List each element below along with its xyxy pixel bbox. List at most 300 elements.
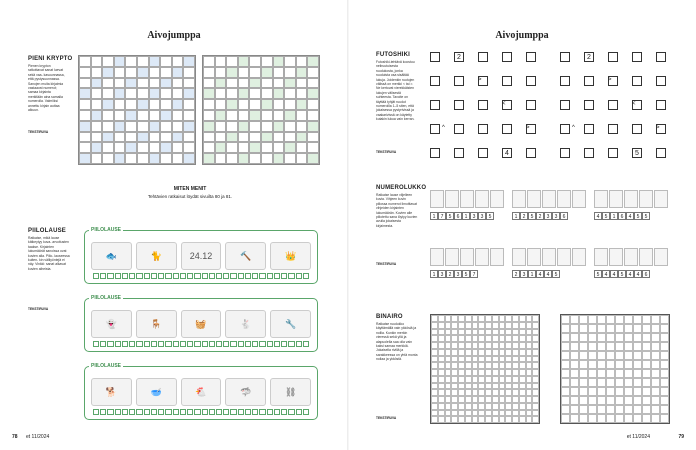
answer-cell[interactable] <box>93 273 99 279</box>
krypto-cell[interactable] <box>79 78 91 89</box>
futoshiki-cell[interactable] <box>632 76 642 86</box>
binairo-cell[interactable] <box>465 362 472 369</box>
binairo-cell[interactable] <box>445 403 452 410</box>
binairo-cell[interactable] <box>588 324 597 333</box>
binairo-cell[interactable] <box>624 387 633 396</box>
answer-cell[interactable] <box>202 409 208 415</box>
krypto-cell[interactable] <box>215 99 227 110</box>
binairo-cell[interactable] <box>606 378 615 387</box>
binairo-cell[interactable] <box>615 405 624 414</box>
binairo-cell[interactable] <box>431 403 438 410</box>
answer-cell[interactable] <box>165 341 171 347</box>
krypto-cell[interactable] <box>102 78 114 89</box>
binairo-cell[interactable] <box>485 389 492 396</box>
answer-cell[interactable] <box>129 409 135 415</box>
krypto-cell[interactable] <box>296 110 308 121</box>
binairo-cell[interactable] <box>505 315 512 322</box>
answer-cell[interactable] <box>216 409 222 415</box>
krypto-cell[interactable] <box>91 110 103 121</box>
binairo-cell[interactable] <box>579 315 588 324</box>
binairo-cell[interactable] <box>532 362 539 369</box>
binairo-cell[interactable] <box>519 416 526 423</box>
binairo-cell[interactable] <box>478 403 485 410</box>
binairo-cell[interactable] <box>485 349 492 356</box>
binairo-cell[interactable] <box>492 335 499 342</box>
binairo-cell[interactable] <box>624 315 633 324</box>
krypto-cell[interactable] <box>125 88 137 99</box>
binairo-cell[interactable] <box>445 322 452 329</box>
binairo-cell[interactable] <box>633 351 642 360</box>
binairo-cell[interactable] <box>458 389 465 396</box>
krypto-cell[interactable] <box>238 110 250 121</box>
binairo-cell[interactable] <box>478 389 485 396</box>
krypto-cell[interactable] <box>172 56 184 67</box>
krypto-cell[interactable] <box>284 110 296 121</box>
krypto-cell[interactable] <box>249 88 261 99</box>
binairo-cell[interactable] <box>505 335 512 342</box>
binairo-cell[interactable] <box>651 315 660 324</box>
binairo-cell[interactable] <box>458 396 465 403</box>
binairo-cell[interactable] <box>642 360 651 369</box>
binairo-cell[interactable] <box>615 387 624 396</box>
binairo-cell[interactable] <box>597 360 606 369</box>
binairo-cell[interactable] <box>492 403 499 410</box>
binairo-cell[interactable] <box>492 389 499 396</box>
answer-cell[interactable] <box>144 409 150 415</box>
binairo-cell[interactable] <box>588 360 597 369</box>
binairo-cell[interactable] <box>485 376 492 383</box>
krypto-grid-right[interactable] <box>202 55 320 165</box>
answer-cell[interactable] <box>158 341 164 347</box>
krypto-cell[interactable] <box>307 110 319 121</box>
binairo-cell[interactable] <box>570 351 579 360</box>
binairo-cell[interactable] <box>438 322 445 329</box>
answer-cell[interactable] <box>274 409 280 415</box>
binairo-cell[interactable] <box>438 403 445 410</box>
binairo-cell[interactable] <box>588 378 597 387</box>
answer-cell[interactable] <box>267 273 273 279</box>
krypto-cell[interactable] <box>203 99 215 110</box>
binairo-cell[interactable] <box>492 376 499 383</box>
binairo-cell[interactable] <box>505 342 512 349</box>
krypto-cell[interactable] <box>296 99 308 110</box>
futoshiki-cell[interactable] <box>502 76 512 86</box>
binairo-cell[interactable] <box>458 369 465 376</box>
futoshiki-cell[interactable] <box>608 148 618 158</box>
futoshiki-cell[interactable] <box>430 148 440 158</box>
krypto-cell[interactable] <box>249 132 261 143</box>
binairo-cell[interactable] <box>472 369 479 376</box>
krypto-grid-left[interactable] <box>78 55 196 165</box>
binairo-cell[interactable] <box>615 360 624 369</box>
krypto-cell[interactable] <box>137 67 149 78</box>
binairo-cell[interactable] <box>588 315 597 324</box>
krypto-cell[interactable] <box>91 88 103 99</box>
binairo-cell[interactable] <box>451 322 458 329</box>
binairo-cell[interactable] <box>633 396 642 405</box>
binairo-cell[interactable] <box>451 335 458 342</box>
krypto-cell[interactable] <box>215 56 227 67</box>
answer-cell[interactable] <box>238 341 244 347</box>
binairo-cell[interactable] <box>519 369 526 376</box>
binairo-cell[interactable] <box>445 410 452 417</box>
binairo-cell[interactable] <box>606 360 615 369</box>
binairo-cell[interactable] <box>597 324 606 333</box>
binairo-cell[interactable] <box>445 389 452 396</box>
answer-cell[interactable] <box>209 341 215 347</box>
binairo-cell[interactable] <box>579 342 588 351</box>
binairo-cell[interactable] <box>431 315 438 322</box>
answer-cell[interactable] <box>223 409 229 415</box>
binairo-cell[interactable] <box>624 324 633 333</box>
binairo-cell[interactable] <box>485 335 492 342</box>
krypto-cell[interactable] <box>183 142 195 153</box>
binairo-cell[interactable] <box>532 356 539 363</box>
futoshiki-grid-right[interactable] <box>560 52 670 162</box>
krypto-cell[interactable] <box>249 121 261 132</box>
krypto-cell[interactable] <box>114 78 126 89</box>
binairo-cell[interactable] <box>472 403 479 410</box>
krypto-cell[interactable] <box>261 110 273 121</box>
binairo-cell[interactable] <box>561 360 570 369</box>
binairo-cell[interactable] <box>651 387 660 396</box>
binairo-cell[interactable] <box>642 378 651 387</box>
binairo-cell[interactable] <box>505 396 512 403</box>
binairo-cell[interactable] <box>532 396 539 403</box>
binairo-cell[interactable] <box>431 362 438 369</box>
binairo-cell[interactable] <box>445 369 452 376</box>
binairo-cell[interactable] <box>512 403 519 410</box>
krypto-cell[interactable] <box>284 56 296 67</box>
binairo-cell[interactable] <box>431 349 438 356</box>
answer-cell[interactable] <box>303 341 309 347</box>
binairo-cell[interactable] <box>438 335 445 342</box>
binairo-cell[interactable] <box>431 410 438 417</box>
krypto-cell[interactable] <box>114 56 126 67</box>
binairo-cell[interactable] <box>519 403 526 410</box>
binairo-cell[interactable] <box>624 333 633 342</box>
binairo-cell[interactable] <box>478 315 485 322</box>
krypto-cell[interactable] <box>296 56 308 67</box>
krypto-cell[interactable] <box>226 99 238 110</box>
answer-cell[interactable] <box>115 341 121 347</box>
krypto-cell[interactable] <box>284 153 296 164</box>
krypto-cell[interactable] <box>273 99 285 110</box>
krypto-cell[interactable] <box>284 142 296 153</box>
binairo-cell[interactable] <box>651 378 660 387</box>
krypto-cell[interactable] <box>91 78 103 89</box>
binairo-cell[interactable] <box>512 356 519 363</box>
binairo-cell[interactable] <box>505 369 512 376</box>
binairo-cell[interactable] <box>512 396 519 403</box>
krypto-cell[interactable] <box>114 142 126 153</box>
binairo-cell[interactable] <box>438 342 445 349</box>
krypto-cell[interactable] <box>296 121 308 132</box>
futoshiki-cell[interactable] <box>632 124 642 134</box>
krypto-cell[interactable] <box>203 67 215 78</box>
binairo-cell[interactable] <box>519 362 526 369</box>
krypto-cell[interactable] <box>91 67 103 78</box>
krypto-cell[interactable] <box>183 99 195 110</box>
binairo-cell[interactable] <box>478 416 485 423</box>
krypto-cell[interactable] <box>215 142 227 153</box>
futoshiki-cell[interactable] <box>454 76 464 86</box>
answer-cell[interactable] <box>165 409 171 415</box>
answer-cells[interactable] <box>93 273 309 279</box>
binairo-cell[interactable] <box>485 362 492 369</box>
krypto-cell[interactable] <box>172 99 184 110</box>
binairo-cell[interactable] <box>579 369 588 378</box>
answer-cell[interactable] <box>259 341 265 347</box>
krypto-cell[interactable] <box>125 56 137 67</box>
krypto-cell[interactable] <box>125 153 137 164</box>
binairo-cell[interactable] <box>458 342 465 349</box>
binairo-cell[interactable] <box>561 414 570 423</box>
binairo-cell[interactable] <box>431 322 438 329</box>
binairo-cell[interactable] <box>472 416 479 423</box>
krypto-cell[interactable] <box>79 121 91 132</box>
binairo-cell[interactable] <box>485 342 492 349</box>
krypto-cell[interactable] <box>273 132 285 143</box>
binairo-cell[interactable] <box>438 349 445 356</box>
krypto-cell[interactable] <box>79 88 91 99</box>
krypto-cell[interactable] <box>203 88 215 99</box>
futoshiki-cell[interactable] <box>608 100 618 110</box>
krypto-cell[interactable] <box>172 78 184 89</box>
binairo-cell[interactable] <box>505 322 512 329</box>
binairo-cell[interactable] <box>512 322 519 329</box>
krypto-cell[interactable] <box>296 67 308 78</box>
binairo-cell[interactable] <box>570 387 579 396</box>
answer-cell[interactable] <box>259 409 265 415</box>
binairo-cell[interactable] <box>451 329 458 336</box>
binairo-cell[interactable] <box>606 342 615 351</box>
binairo-cell[interactable] <box>570 405 579 414</box>
binairo-cell[interactable] <box>431 416 438 423</box>
binairo-cell[interactable] <box>431 369 438 376</box>
krypto-cell[interactable] <box>226 88 238 99</box>
binairo-cell[interactable] <box>519 396 526 403</box>
binairo-cell[interactable] <box>451 403 458 410</box>
binairo-cell[interactable] <box>438 315 445 322</box>
binairo-cell[interactable] <box>492 383 499 390</box>
binairo-cell[interactable] <box>597 315 606 324</box>
binairo-cell[interactable] <box>465 342 472 349</box>
krypto-cell[interactable] <box>203 121 215 132</box>
krypto-cell[interactable] <box>137 153 149 164</box>
binairo-cell[interactable] <box>512 383 519 390</box>
binairo-cell[interactable] <box>478 383 485 390</box>
binairo-cell[interactable] <box>492 315 499 322</box>
futoshiki-cell[interactable]: 2 <box>454 52 464 62</box>
krypto-cell[interactable] <box>91 153 103 164</box>
krypto-cell[interactable] <box>261 121 273 132</box>
krypto-cell[interactable] <box>284 121 296 132</box>
binairo-cell[interactable] <box>478 349 485 356</box>
binairo-cell[interactable] <box>624 351 633 360</box>
krypto-cell[interactable] <box>102 67 114 78</box>
krypto-cell[interactable] <box>125 132 137 143</box>
binairo-cell[interactable] <box>642 369 651 378</box>
binairo-cell[interactable] <box>505 356 512 363</box>
binairo-cell[interactable] <box>532 329 539 336</box>
binairo-cell[interactable] <box>642 315 651 324</box>
krypto-cell[interactable] <box>284 99 296 110</box>
binairo-cell[interactable] <box>624 360 633 369</box>
binairo-cell[interactable] <box>478 410 485 417</box>
binairo-cell[interactable] <box>532 416 539 423</box>
futoshiki-cell[interactable] <box>526 148 536 158</box>
binairo-cell[interactable] <box>499 410 506 417</box>
binairo-cell[interactable] <box>519 410 526 417</box>
binairo-cell[interactable] <box>597 369 606 378</box>
answer-cell[interactable] <box>122 273 128 279</box>
binairo-cell[interactable] <box>606 414 615 423</box>
binairo-cell[interactable] <box>472 322 479 329</box>
binairo-cell[interactable] <box>451 383 458 390</box>
binairo-cell[interactable] <box>492 356 499 363</box>
answer-cell[interactable] <box>194 409 200 415</box>
krypto-cell[interactable] <box>273 88 285 99</box>
krypto-cell[interactable] <box>183 132 195 143</box>
krypto-cell[interactable] <box>149 99 161 110</box>
binairo-cell[interactable] <box>438 396 445 403</box>
binairo-cell[interactable] <box>633 360 642 369</box>
krypto-cell[interactable] <box>307 132 319 143</box>
futoshiki-cell[interactable] <box>454 124 464 134</box>
krypto-cell[interactable] <box>261 132 273 143</box>
binairo-cell[interactable] <box>451 416 458 423</box>
binairo-cell[interactable] <box>615 342 624 351</box>
binairo-cell[interactable] <box>472 389 479 396</box>
futoshiki-cell[interactable] <box>478 52 488 62</box>
krypto-cell[interactable] <box>160 88 172 99</box>
krypto-cell[interactable] <box>91 132 103 143</box>
answer-cell[interactable] <box>180 409 186 415</box>
binairo-cell[interactable] <box>505 389 512 396</box>
futoshiki-cell[interactable] <box>526 52 536 62</box>
binairo-cell[interactable] <box>499 329 506 336</box>
krypto-cell[interactable] <box>172 67 184 78</box>
binairo-cell[interactable] <box>492 349 499 356</box>
binairo-cell[interactable] <box>492 342 499 349</box>
binairo-cell[interactable] <box>445 383 452 390</box>
binairo-cell[interactable] <box>606 324 615 333</box>
binairo-cell[interactable] <box>492 416 499 423</box>
binairo-cell[interactable] <box>512 315 519 322</box>
futoshiki-cell[interactable]: 5 <box>632 148 642 158</box>
answer-cell[interactable] <box>281 273 287 279</box>
binairo-cell[interactable] <box>526 376 533 383</box>
krypto-cell[interactable] <box>149 67 161 78</box>
binairo-cell[interactable] <box>606 387 615 396</box>
binairo-cell[interactable] <box>624 342 633 351</box>
binairo-cell[interactable] <box>526 416 533 423</box>
binairo-cell[interactable] <box>505 410 512 417</box>
binairo-cell[interactable] <box>579 333 588 342</box>
binairo-cell[interactable] <box>642 405 651 414</box>
binairo-cell[interactable] <box>532 369 539 376</box>
futoshiki-grid-left[interactable] <box>430 52 540 162</box>
answer-cell[interactable] <box>194 273 200 279</box>
futoshiki-cell[interactable] <box>560 100 570 110</box>
binairo-cell[interactable] <box>570 396 579 405</box>
krypto-cell[interactable] <box>296 78 308 89</box>
binairo-cell[interactable] <box>451 389 458 396</box>
binairo-cell[interactable] <box>642 342 651 351</box>
answer-cell[interactable] <box>267 341 273 347</box>
krypto-cell[interactable] <box>172 110 184 121</box>
futoshiki-cell[interactable] <box>526 76 536 86</box>
binairo-cell[interactable] <box>451 342 458 349</box>
krypto-cell[interactable] <box>114 88 126 99</box>
answer-cell[interactable] <box>158 409 164 415</box>
krypto-cell[interactable] <box>226 110 238 121</box>
krypto-cell[interactable] <box>172 142 184 153</box>
futoshiki-cell[interactable] <box>584 148 594 158</box>
binairo-cell[interactable] <box>451 362 458 369</box>
binairo-cell[interactable] <box>526 356 533 363</box>
binairo-cell[interactable] <box>512 416 519 423</box>
binairo-cell[interactable] <box>465 322 472 329</box>
binairo-cell[interactable] <box>561 396 570 405</box>
binairo-cell[interactable] <box>561 324 570 333</box>
answer-cell[interactable] <box>100 273 106 279</box>
krypto-cell[interactable] <box>215 67 227 78</box>
krypto-cell[interactable] <box>114 110 126 121</box>
krypto-cell[interactable] <box>238 78 250 89</box>
binairo-cell[interactable] <box>579 378 588 387</box>
binairo-cell[interactable] <box>624 378 633 387</box>
binairo-cell[interactable] <box>615 378 624 387</box>
krypto-cell[interactable] <box>307 121 319 132</box>
binairo-cell[interactable] <box>431 383 438 390</box>
binairo-cell[interactable] <box>532 403 539 410</box>
binairo-cell[interactable] <box>458 403 465 410</box>
answer-cell[interactable] <box>187 273 193 279</box>
binairo-cell[interactable] <box>519 322 526 329</box>
krypto-cell[interactable] <box>137 88 149 99</box>
krypto-cell[interactable] <box>215 153 227 164</box>
answer-cell[interactable] <box>187 409 193 415</box>
binairo-cell[interactable] <box>633 378 642 387</box>
krypto-cell[interactable] <box>160 132 172 143</box>
binairo-cell[interactable] <box>606 396 615 405</box>
krypto-cell[interactable] <box>183 88 195 99</box>
binairo-cell[interactable] <box>431 335 438 342</box>
binairo-cell[interactable] <box>597 342 606 351</box>
binairo-cell[interactable] <box>438 369 445 376</box>
krypto-cell[interactable] <box>261 153 273 164</box>
krypto-cell[interactable] <box>79 99 91 110</box>
krypto-cell[interactable] <box>79 142 91 153</box>
binairo-cell[interactable] <box>519 389 526 396</box>
krypto-cell[interactable] <box>137 78 149 89</box>
binairo-cell[interactable] <box>465 416 472 423</box>
binairo-cell[interactable] <box>431 329 438 336</box>
answer-cell[interactable] <box>296 341 302 347</box>
binairo-cell[interactable] <box>445 329 452 336</box>
answer-cell[interactable] <box>180 273 186 279</box>
krypto-cell[interactable] <box>137 132 149 143</box>
binairo-cell[interactable] <box>561 351 570 360</box>
binairo-cell[interactable] <box>451 315 458 322</box>
krypto-cell[interactable] <box>215 78 227 89</box>
binairo-cell[interactable] <box>499 383 506 390</box>
binairo-cell[interactable] <box>445 335 452 342</box>
answer-cell[interactable] <box>173 341 179 347</box>
futoshiki-cell[interactable] <box>560 148 570 158</box>
